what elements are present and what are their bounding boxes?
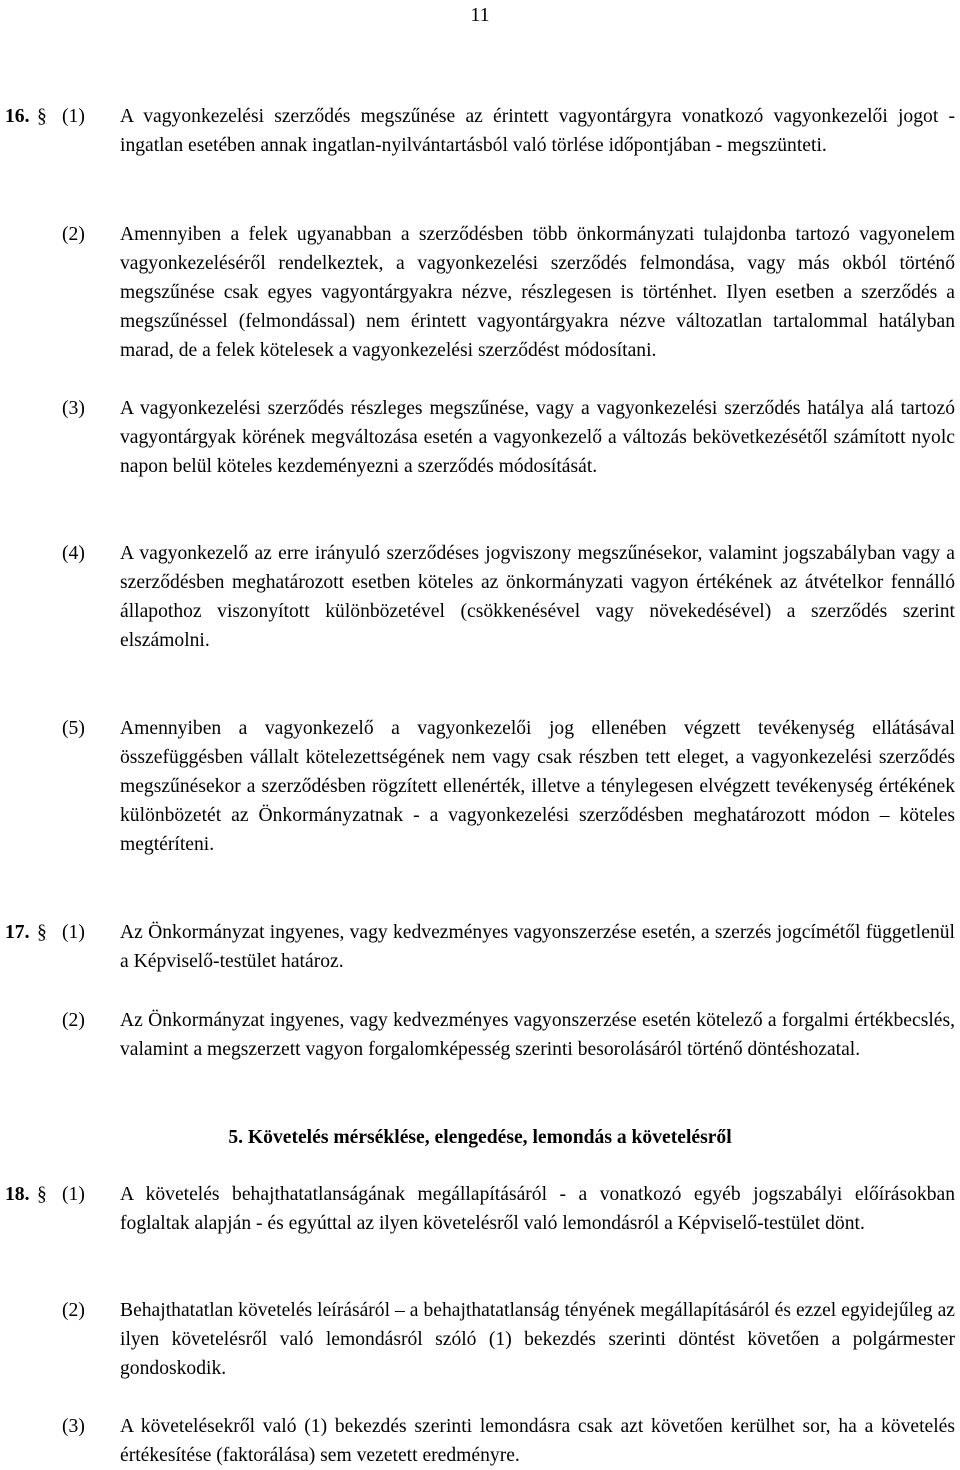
article-number: 16. bbox=[5, 106, 30, 127]
paragraph-label: (2) bbox=[62, 1300, 85, 1321]
article-number: 18. bbox=[5, 1184, 30, 1205]
paragraph-text: A vagyonkezelő az erre irányuló szerződéses jogviszony megszűnésekor, valamint jogszabályban vagy a szerződésben meghatározott esetben köteles az önkormányzati vagyon értékének az átvételkor fennálló állapothoz viszonyított különbözetével (csökkenésével vagy növekedésével) a szerződés szerint elszámolni. bbox=[120, 543, 955, 651]
paragraph-text: Az Önkormányzat ingyenes, vagy kedvezményes vagyonszerzése esetén kötelező a forgalmi értékbecslés, valamint a megszerzett vagyon forgalomképesség szerinti besorolásáról történő döntéshozatal. bbox=[120, 1010, 955, 1060]
paragraph-label: (1) bbox=[62, 1184, 85, 1205]
paragraph-label: (3) bbox=[62, 398, 85, 419]
page-number: 11 bbox=[470, 4, 490, 26]
paragraph-text: A vagyonkezelési szerződés megszűnése az érintett vagyontárgyra vonatkozó vagyonkezelői jogot - ingatlan esetében annak ingatlan-nyilvántartásból való törlése időpontjában - megszünteti. bbox=[120, 106, 955, 156]
paragraph-label: (2) bbox=[62, 1010, 85, 1031]
paragraph-label: (1) bbox=[62, 106, 85, 127]
paragraph-label: (5) bbox=[62, 718, 85, 739]
article-number: 17. bbox=[5, 922, 30, 943]
paragraph-text: Amennyiben a felek ugyanabban a szerződésben több önkormányzati tulajdonba tartozó vagyonelem vagyonkezeléséről rendelkeztek, a vagyonkezelési szerződés felmondása, vagy más okból történő megszűnése csak egyes vagyontárgyakra nézve, részlegesen is történhet. Ilyen esetben a szerződés a megszűnéssel (felmondással) nem érintett vagyontárgyakra nézve változatlan tartalommal hatályban marad, de a felek kötelesek a vagyonkezelési szerződést módosítani. bbox=[120, 224, 955, 361]
paragraph-sign: § bbox=[37, 106, 47, 127]
paragraph-text: Amennyiben a vagyonkezelő a vagyonkezelői jog ellenében végzett tevékenység ellátásával összefüggésben vállalt kötelezettségének nem vagy csak részben tett eleget, a vagyonkezelési szerződés megszűnésekor a szerződésben rögzített ellenérték, illetve a ténylegesen elvégzett tevékenység értékének különbözetét az Önkormányzatnak - a vagyonkezelési szerződésben meghatározott módon – köteles megtéríteni. bbox=[120, 718, 955, 855]
section-heading: 5. Követelés mérséklése, elengedése, lemondás a követelésről bbox=[228, 1127, 732, 1148]
paragraph-label: (3) bbox=[62, 1416, 85, 1437]
paragraph-label: (1) bbox=[62, 922, 85, 943]
paragraph-sign: § bbox=[37, 1184, 47, 1205]
paragraph-text: A követelés behajthatatlanságának megállapításáról - a vonatkozó egyéb jogszabályi előírásokban foglaltak alapján - és egyúttal az ilyen követelésről való lemondásról a Képviselő-testület dönt. bbox=[120, 1184, 955, 1234]
paragraph-text: Behajthatatlan követelés leírásáról – a behajthatatlanság tényének megállapításáról és ezzel egyidejűleg az ilyen követelésről való lemondásról szóló (1) bekezdés szerinti döntést követően a polgármester gondoskodik. bbox=[120, 1300, 955, 1379]
paragraph-text: A követelésekről való (1) bekezdés szerinti lemondásra csak azt követően kerülhet sor, ha a követelés értékesítése (faktorálása) sem vezetett eredményre. bbox=[120, 1416, 955, 1466]
paragraph-label: (4) bbox=[62, 543, 85, 564]
paragraph-label: (2) bbox=[62, 224, 85, 245]
paragraph-sign: § bbox=[37, 922, 47, 943]
paragraph-text: A vagyonkezelési szerződés részleges megszűnése, vagy a vagyonkezelési szerződés hatálya alá tartozó vagyontárgyak körének megváltozása esetén a vagyonkezelő a változás bekövetkezésétől számított nyolc napon belül köteles kezdeményezni a szerződés módosítását. bbox=[120, 398, 955, 477]
paragraph-text: Az Önkormányzat ingyenes, vagy kedvezményes vagyonszerzése esetén, a szerzés jogcímétől függetlenül a Képviselő-testület határoz. bbox=[120, 922, 955, 972]
